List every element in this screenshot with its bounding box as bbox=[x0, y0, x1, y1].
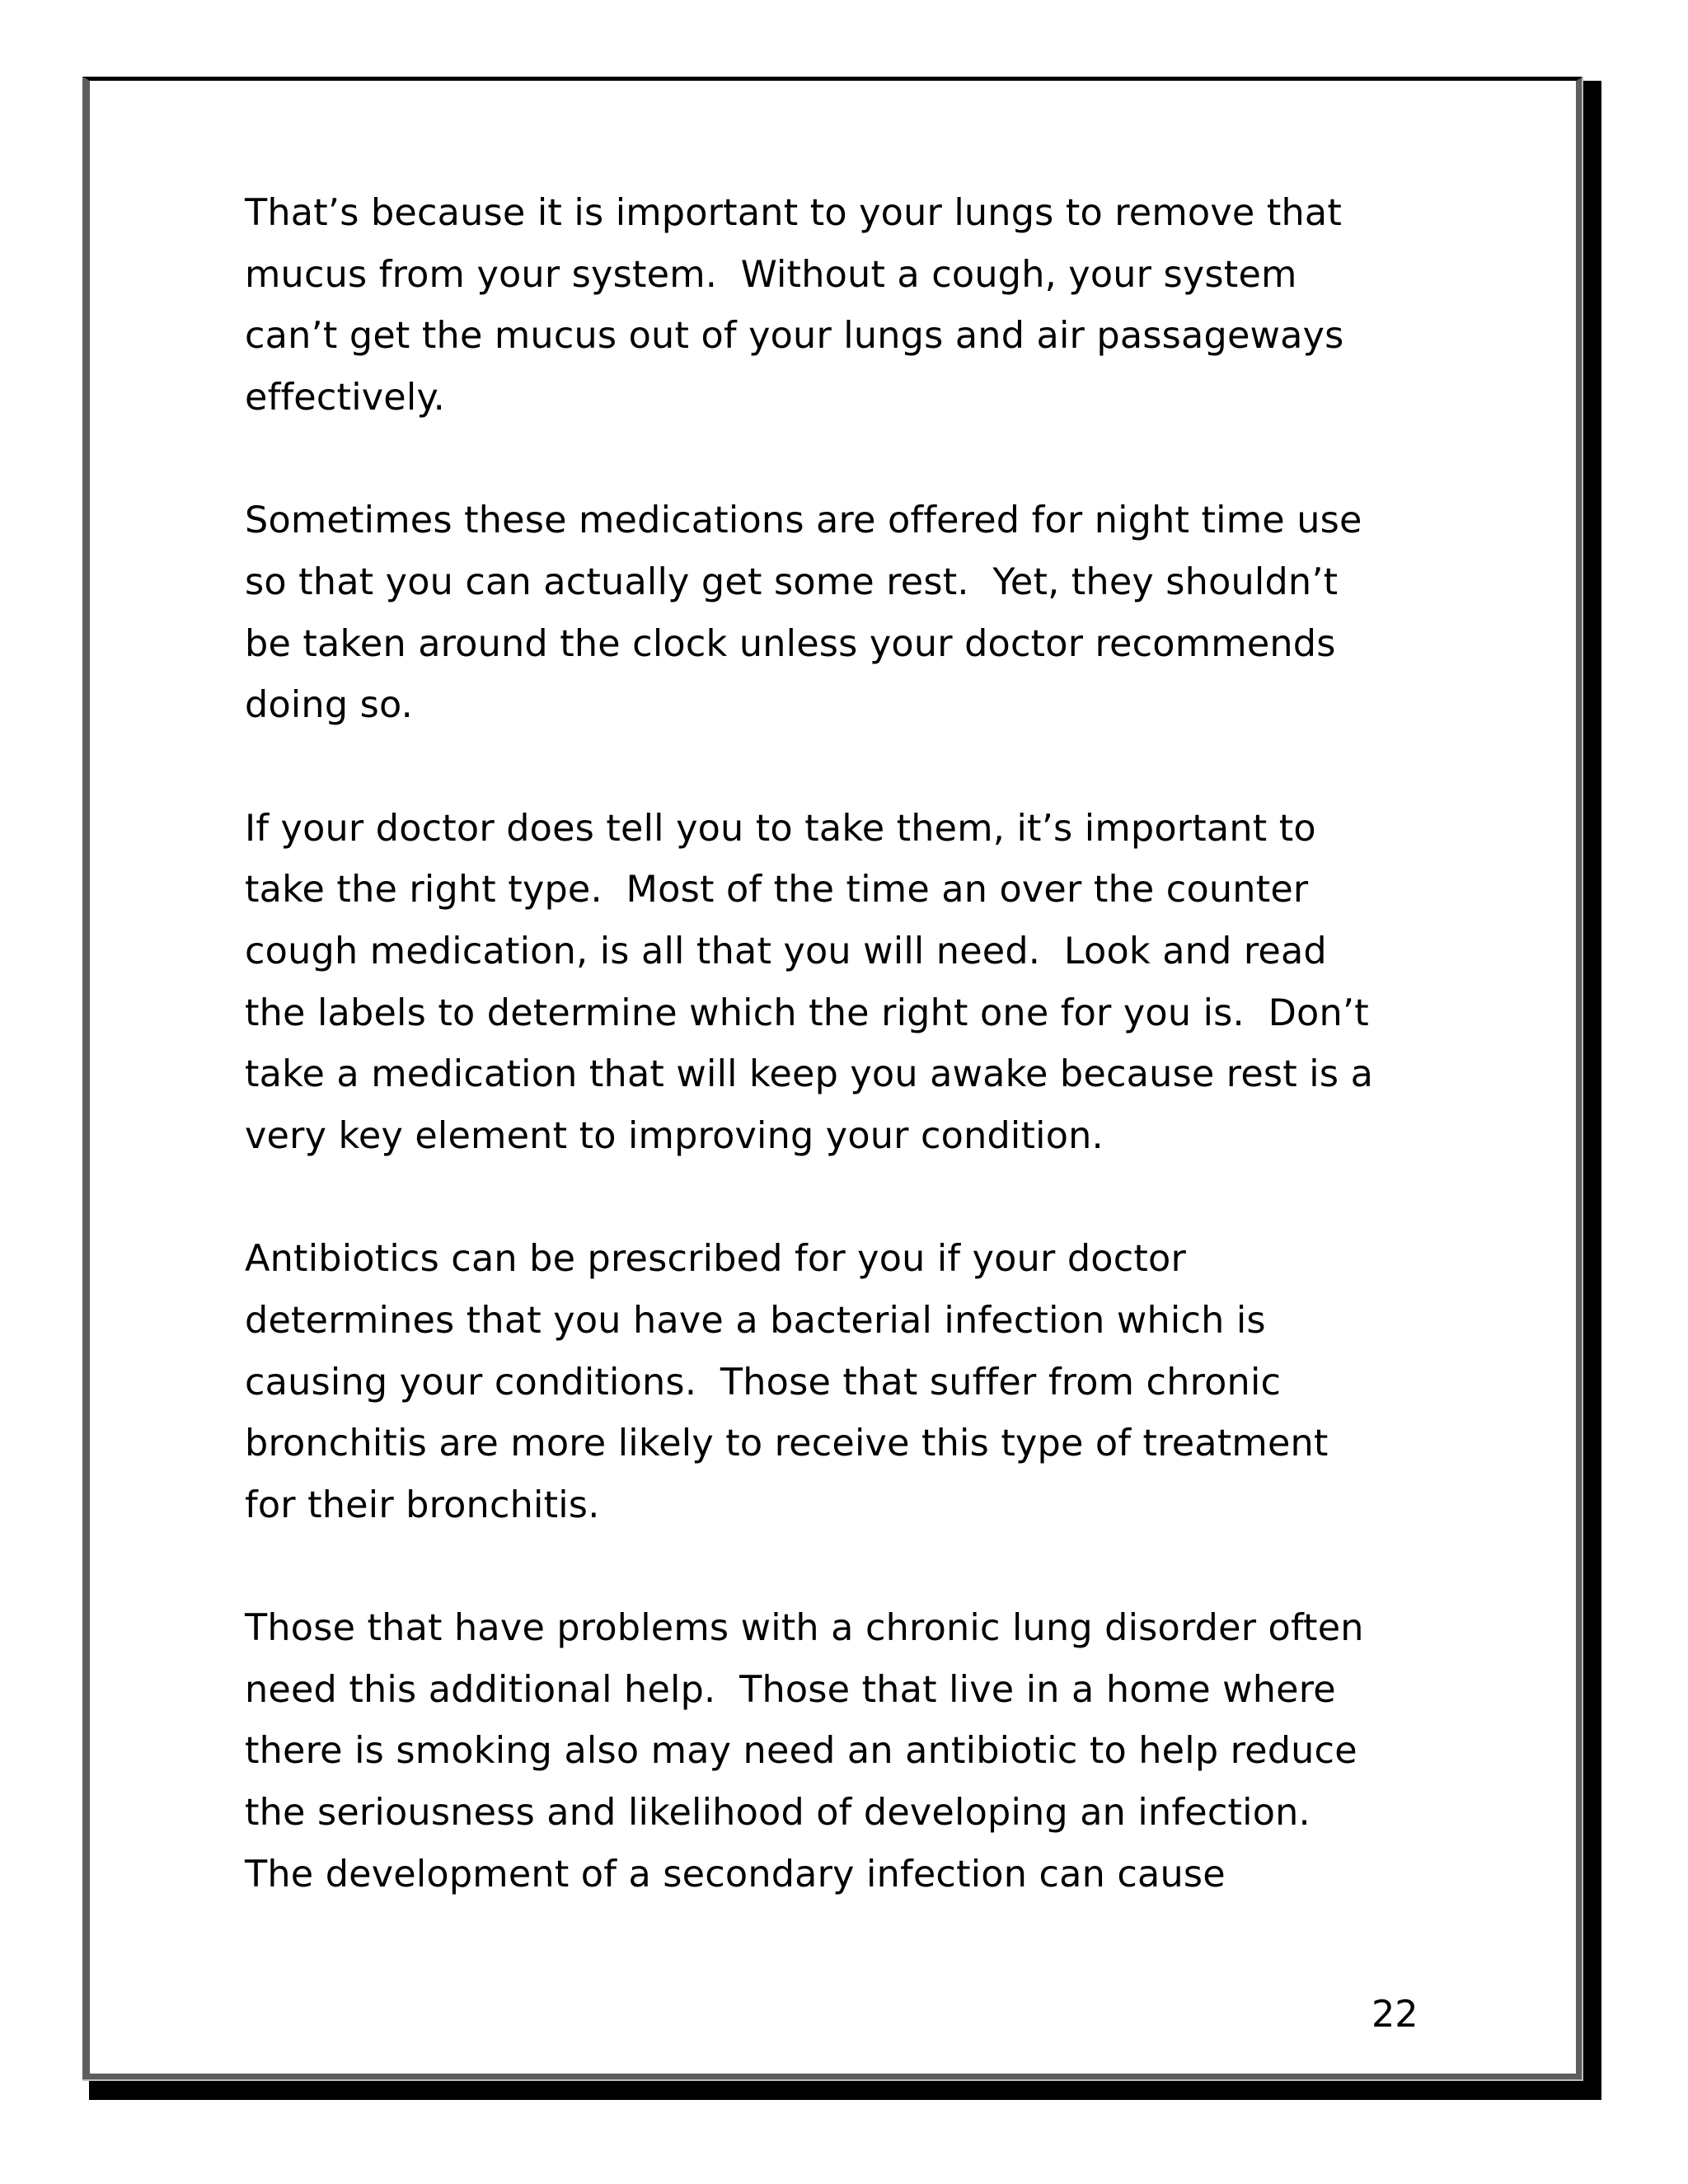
page-body bbox=[245, 183, 1448, 1967]
frame-highlight-bottom bbox=[82, 2079, 1583, 2081]
text-line: mucus from your system. Without a cough, your system bbox=[245, 253, 1297, 296]
text-line: bronchitis are more likely to receive this type of treatment bbox=[245, 1422, 1329, 1465]
text-line: take the right type. Most of the time an over the counter bbox=[245, 869, 1309, 912]
paragraph bbox=[245, 490, 1448, 736]
text-line: Antibiotics can be prescribed for you if your doctor bbox=[245, 1238, 1186, 1281]
text-line: need this additional help. Those that live in a home where bbox=[245, 1668, 1336, 1711]
text-line: determines that you have a bacterial infection which is bbox=[245, 1299, 1266, 1342]
paragraph bbox=[245, 799, 1448, 1168]
text-line: cough medication, is all that you will need. Look and read bbox=[245, 930, 1327, 972]
paragraph bbox=[245, 1598, 1448, 1905]
text-line: That’s because it is important to your lungs to remove that bbox=[245, 192, 1342, 234]
text-line: doing so. bbox=[245, 684, 414, 727]
paragraph bbox=[245, 1229, 1448, 1536]
text-line: Those that have problems with a chronic lung disorder often bbox=[245, 1607, 1364, 1650]
text-line: causing your conditions. Those that suffer from chronic bbox=[245, 1361, 1282, 1404]
paragraph bbox=[245, 183, 1448, 429]
text-line: take a medication that will keep you awake because rest is a bbox=[245, 1053, 1374, 1096]
text-line: Sometimes these medications are offered for night time use bbox=[245, 499, 1362, 542]
text-line: the labels to determine which the right one for you is. Don’t bbox=[245, 991, 1369, 1034]
text-line: very key element to improving your condition. bbox=[245, 1114, 1104, 1157]
page-number: 22 bbox=[1372, 1994, 1418, 2036]
text-line: The development of a secondary infection can cause bbox=[245, 1853, 1226, 1896]
text-line: be taken around the clock unless your doctor recommends bbox=[245, 622, 1336, 665]
text-line: can’t get the mucus out of your lungs and air passageways bbox=[245, 315, 1344, 358]
text-line: effectively. bbox=[245, 376, 445, 419]
frame-highlight-right bbox=[1582, 77, 1583, 2081]
text-line: If your doctor does tell you to take them, it’s important to bbox=[245, 807, 1316, 850]
text-line: the seriousness and likelihood of developing an infection. bbox=[245, 1792, 1311, 1835]
text-line: there is smoking also may need an antibiotic to help reduce bbox=[245, 1730, 1357, 1773]
text-line: for their bronchitis. bbox=[245, 1483, 600, 1526]
text-line: so that you can actually get some rest. Yet, they shouldn’t bbox=[245, 560, 1339, 603]
